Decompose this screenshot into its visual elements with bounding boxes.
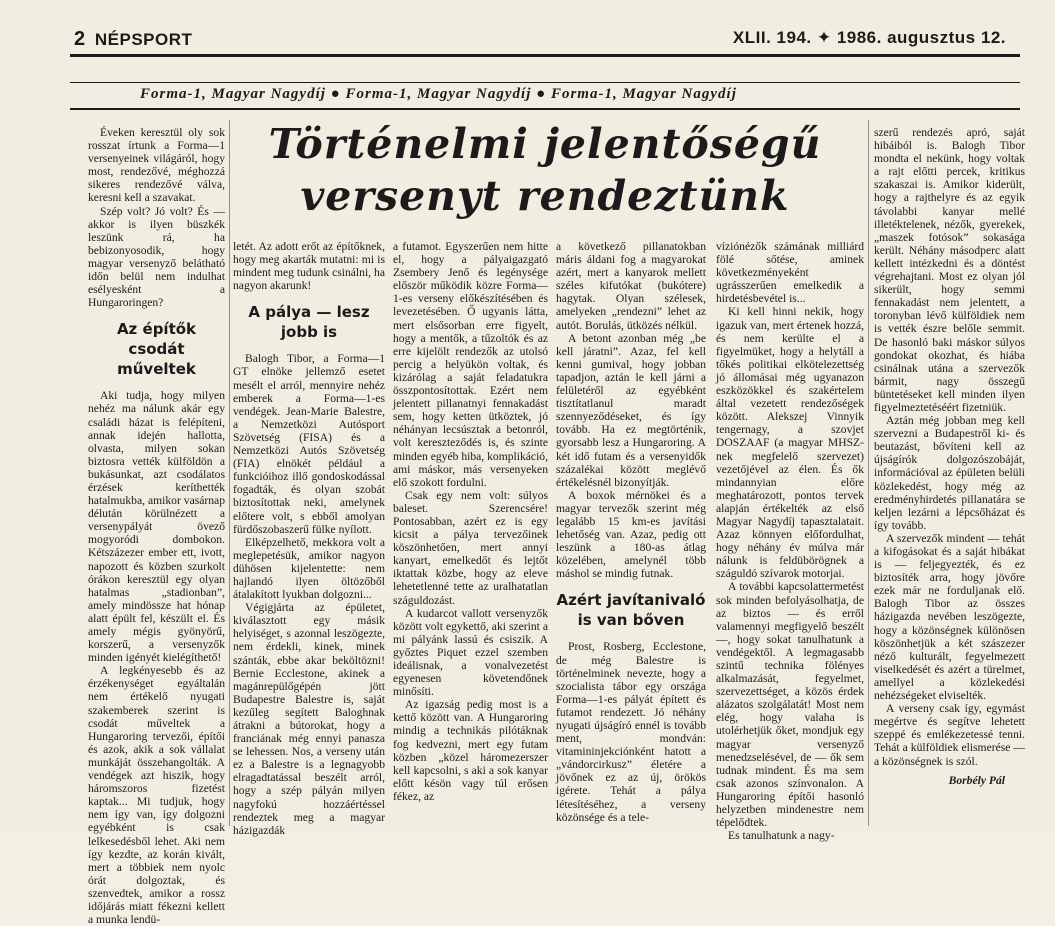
paragraph: A szervezők mindent — tehát a kifogásokat és a saját hibákat is — feljegyezték, és ez biztosíték arra, hogy jövőre ezek már ne forduljanak elő. Balogh Tibor az összes házigazda nevében leszögezte, hogy a közönségnek különösen köszönhetjük a két szászezer néző kulturált, fegyelmezett viselkedését és azért a türelmet, amellyel a közlekedési nehézségeket elviselték. bbox=[874, 531, 1025, 703]
paper-name: NÉPSPORT bbox=[94, 30, 193, 49]
column-4 bbox=[556, 240, 706, 824]
paragraph: Prost, Rosberg, Ecclestone, de még Balestre is történelminek nevezte, hogy a szocialista tábor egy országa Forma—1-es pályát épített és futamot rendezett. Jó néhány nyugati újságíró ennél is tovább ment, mondván: vitamininjekciónként hatott a „vándorcirkusz” életére a jövőnek ez az új, örökös igérete. Tehát a pálya létesítéséhez, a verseny közönsége és a tele- bbox=[556, 640, 706, 824]
paragraph: Csak egy nem volt: súlyos baleset. Szerencsére! Pontosabban, azért ez is egy kicsit a pálya tervezőinek köszönhetően, mert annyi kanyart, emelkedőt és lejtőt iktattak közbe, hogy az eleve lehetetlenné tette az uralhatatlan száguldozást. bbox=[393, 488, 548, 607]
section-banner bbox=[70, 80, 1020, 110]
column-divider bbox=[868, 120, 869, 826]
paragraph: szerű rendezés apró, saját hibáiból is. Balogh Tibor mondta el nekünk, hogy voltak a rajt előtti percek, kritikus szakaszai is. Amikor kiderült, hogy a rajthelyre és az egyik távolabbi kanyar mellé illetéktelenek, nézők, gyerekek, „maszek fotósok” sokasága került. Néhány másodperc alatt kellett intézkedni és a döntést végrehajtani. Most ez olyan jól sikerült, hogy semmi fennakadást nem jelentett, a toronyban lévő külföldiek nem is vették észre belőle semmit. De hasonló baki máskor súlyos gondokat okozhat, és hiába csinálnak utána a szervezők bármit, nagy összegű büntetéseket kell minden ilyen figyelmeztetéséért fizetniük. bbox=[874, 126, 1025, 414]
banner-text: Forma-1, Magyar Nagydíj ● Forma-1, Magyar Nagydíj ● Forma-1, Magyar Nagydíj bbox=[140, 86, 737, 102]
headline-line-2: versenyt rendeztünk bbox=[300, 172, 790, 220]
column-5 bbox=[716, 240, 864, 842]
paragraph: A verseny csak így, egymást megértve és segítve lehetett szeppé és emlékezetessé tenni. Tehát a külföldiek elismerése — a közönségnek is szól. bbox=[874, 702, 1025, 768]
paragraph: Éveken keresztül oly sok rosszat írtunk a Forma—1 versenyeinek világáról, hogy most, rendezővé, méghozzá sikeres rendezővé válva, keresni kell a szavakat. bbox=[88, 126, 225, 205]
column-1 bbox=[88, 126, 225, 926]
paragraph: Elképzelhető, mekkora volt a meglepetésük, amikor nagyon dühösen kijelentette: nem hajlandó ilyen öltözőből átalakított lyukban dolgozni... bbox=[233, 535, 385, 602]
paragraph: Aztán még jobban meg kell szervezni a Budapestről ki- és beutazást, bővíteni kell az újságírók dolgozószobáját, információval az épületen belüli közlekedést, hogy még az eredményhirdetés pillanatára se keljen lezárni a lépcsőházat és így tovább. bbox=[874, 414, 1025, 532]
column-2 bbox=[233, 240, 385, 837]
subheading: A pálya — lesz jobb is bbox=[248, 303, 370, 342]
paragraph: Aki tudja, hogy milyen nehéz ma nálunk akár egy családi házat is felépíteni, annak idején hallotta, olvasta, milyen sokan biztosra vették külföldön a bukásunkat, azt csodálatos érzések keríthették hatalmukba, amikor vasárnap délután körülnézett a versenypályát övező mogyoródi dombokon. Kétszázezer ember ett, ivott, napozott és közben szurkolt órákon keresztül egy olyan hatalmas „stadionban”, amely mindössze hat hónap alatt épült fel, készült el. És amely mégis gyönyörű, korszerű, a versenyzők minden igényét kielégíthető! bbox=[88, 389, 225, 665]
paragraph: A betont azonban még „be kell járatni”. Azaz, fel kell kenni gumival, hogy jobban tapadjon, aztán le kell járni a felületéről az egyébként tisztítatlanul maradt szennyeződéseket, és így tovább. Ha ez megtörténik, gyorsabb lesz a Hungaroring. A két idő futam és a versenyidők százalékai között meglévő értékelésnél bizonyítják. bbox=[556, 331, 706, 489]
column-divider bbox=[229, 120, 230, 826]
paragraph: A további kapcsolattermetést sok minden befolyásolhatja, de az biztos — és erről valamennyi megfigyelő beszélt —, hogy sokat tanulhatunk a vendégektől. A legmagasabb szintű technika fölényes alkalmazását, fegyelmet, szervezettséget, a közös érdek alázatos szolgálatát! Most nem elég, hogy valaha is utolérhetjük őket, mondjuk egy magyar versenyző menedzselésével, de — ők sem tudnak mindent. És ma sem csak azonos színvonalon. A Hungaroring építői hasonló helyzetben mindenestre nem tépelődtek. bbox=[716, 580, 864, 830]
headline-line-1: Történelmi jelentőségű bbox=[268, 120, 822, 168]
paragraph: Balogh Tibor, a Forma—1 GT elnöke jellemző esetet mesélt el arról, mennyire nehéz emberek a Forma—1-es vendégek. Jean-Marie Balestre, a Nemzetközi Autósport Szövetség (FISA) és a Nemzetközi Autós Szövetség (FIA) elnökét például a funkcióihoz illő gondoskodással fogadták, és olyan szobát biztosítottak neki, amelynek előtere volt, s ebből amolyan fürdőszobaszerű fülke nyílott. bbox=[233, 352, 385, 536]
paragraph: A kudarcot vallott versenyzők között volt egykettő, aki szerint a mi pályánk lassú és csiszik. A győztes Piquet ezzel szemben ideálisnak, a vonalvezetést egyenesen követendőnek minősíti. bbox=[393, 606, 548, 699]
page-number: 2 bbox=[74, 28, 86, 50]
masthead-left bbox=[74, 28, 192, 51]
column-6 bbox=[874, 126, 1025, 787]
paragraph: Az igazság pedig most is a kettő között van. A Hungaroring mindig a technikás pilótáknak fog kedvezni, mert egy futam közben „közel háromezerszer kell kapcsolni, s aki a sok kanyar előtt késön vagy túl erősen fékez, az bbox=[393, 698, 548, 803]
paragraph: Szép volt? Jó volt? És — akkor is ilyen büszkék leszünk rá, ha bebizonyosodik, hogy magyar versenyző belátható időn belül nem indulhat esélyesként a Hungaroringen? bbox=[88, 204, 225, 310]
author-byline: Borbély Pál bbox=[948, 773, 1005, 787]
subheading: Azért javítanivaló is van bőven bbox=[556, 591, 706, 630]
paragraph: letét. Az adott erőt az építőknek, hogy meg akarták mutatni: mi is mindent meg tudunk csinálni, ha nagyon akarunk! bbox=[233, 240, 385, 293]
banner-rule-bottom bbox=[70, 108, 1020, 110]
issue-info: XLII. 194. ✦ 1986. augusztus 12. bbox=[732, 28, 1006, 47]
paragraph: a következő pillanatokban máris áldani fog a magyarokat azért, mert a kanyarok mellett széles kifutókat (bukótere) hagytak. Olyan szélesek, amelyeken „rendezni” lehet az autót. Borulás, ütközés nélkül. bbox=[556, 240, 706, 332]
column-3 bbox=[393, 240, 548, 803]
headline bbox=[215, 118, 875, 222]
paragraph: Ki kell hinni nekik, hogy igazuk van, mert értenek hozzá, és nem kerülte el a figyelmüket, hogy a helytáll a tőkés politikai elkötelezettség jó állomásai még ugyanazon eszközökkel és szakértelem által vezetett rendezőségek között. Alekszej Vinnyik tengernagy, a szovjet DOSZAAF (a magyar MHSZ-nek megfelelő szervezet) vezetőjével az élen. És ők mindannyian előre meghatározott, pontos tervek alapján értékelték az első Magyar Nagydíj tapasztalatait. Azaz könnyen előfordulhat, hogy néhány év múlva már nálunk is feldübörögnek a száguldó szívarok motorjai. bbox=[716, 305, 864, 581]
paragraph: Es tanulhatunk a nagy- bbox=[728, 829, 835, 843]
masthead bbox=[70, 26, 1020, 52]
paragraph: A legkényesebb és az érzékenységet egyáltalán nem értékelő nyugati szakemberek szerint is csodát műveltek a Hungaroring tervezői, építői és azok, akik a sok vállalat munkáját összehangolták. A vendégek azt hiszik, hogy háromszoros fizetést kaptak... Mi tudjuk, hogy nem így van, így dolgozni egyébként is csak lelkesedésből lehet. Aki nem így kezdte, az korán kivált, mert a többiek nem nyolc órát dolgoztak, és szenvedtek, amikor a rossz időjárás miatt fékezni kellett a munka lendü- bbox=[88, 664, 225, 926]
subheading: Az építők csodát műveltek bbox=[116, 320, 197, 379]
paragraph: a futamot. Egyszerűen nem hitte el, hogy a pályaigazgató Zsembery Jenő és legénysége először működik közre Forma—1-es verseny előkészítésében és levezetésében. Ő ugyanis látta, mert elsősorban erre figyelt, hogy a mentők, a tűzoltók és az erre kijelölt rendezők az utolsó percig a helyükön voltak, és kizárólag a saját feladatukra összpontosítottak. Ezért nem jelentett pillanatnyi fennakadást sem, hogy ketten ütköztek, jó néhányan lecsúsztak a betonról, volt kereszteződés is, és szinte minden egyéb hiba, komplikáció, ami máskor, más versenyeken elő szokott fordulni. bbox=[393, 240, 548, 489]
banner-rule-top bbox=[70, 82, 1020, 83]
paragraph: Végigjárta az épületet, kiválasztott egy másik helyiséget, s azonnal leszögezte, nem érdekli, kinek, minek szánták, ebbe akar beköltözni! Bernie Ecclestone, akinek a magánrepülőgépén jött Budapestre Balestre is, saját kezűleg segített Baloghnak átrakni a bútorokat, hogy a franciának még ennyi panasza se lehessen. Nos, a verseny után ez a Balestre is a legnagyobb elragadtatással beszélt arról, hogy a szép pályán milyen nagyfokú hozzáértéssel rendeztek meg a magyar házigazdák bbox=[233, 601, 385, 837]
masthead-rule bbox=[70, 54, 1020, 57]
paragraph: A boxok mérnökei és a magyar tervezők szerint még legalább 15 km-es javítási lehetőség van. Azaz, pedig ott leszünk a 180-as átlag közelében, amelynél több máshol se mindig futnak. bbox=[556, 488, 706, 581]
paragraph: víziónézők számának milliárd fölé sőtése, aminek következményeként ugrásszerűen emelkedik a hirdetésbevétel is... bbox=[716, 240, 864, 306]
